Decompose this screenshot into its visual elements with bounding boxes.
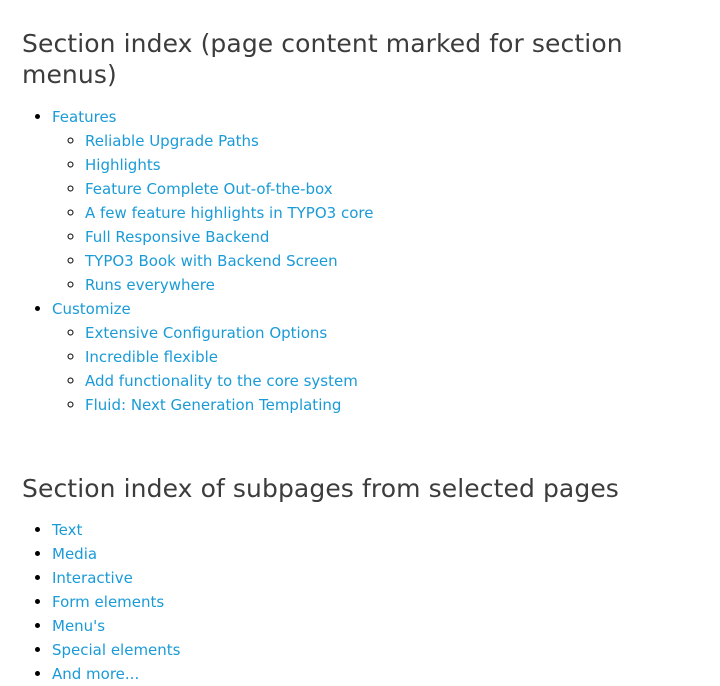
subpage-link-and-more[interactable]: And more... bbox=[52, 664, 140, 683]
list-item bbox=[85, 129, 696, 153]
section-link-runs-everywhere[interactable]: Runs everywhere bbox=[85, 275, 215, 294]
list-item bbox=[52, 105, 696, 297]
section-index-sublist-customize bbox=[52, 321, 696, 417]
list-item bbox=[85, 345, 696, 369]
list-item bbox=[85, 321, 696, 345]
section-link-full-responsive-backend[interactable]: Full Responsive Backend bbox=[85, 227, 270, 246]
list-item bbox=[52, 542, 696, 566]
list-item bbox=[52, 297, 696, 417]
subpages-index-list bbox=[22, 518, 696, 686]
section-link-fluid-next-generation-templating[interactable]: Fluid: Next Generation Templating bbox=[85, 395, 342, 414]
section-link-a-few-feature-highlights-in-typo3-core[interactable]: A few feature highlights in TYPO3 core bbox=[85, 203, 374, 222]
section-link-extensive-configuration-options[interactable]: Extensive Configuration Options bbox=[85, 323, 328, 342]
section-link-highlights[interactable]: Highlights bbox=[85, 155, 161, 174]
section-link-feature-complete-out-of-the-box[interactable]: Feature Complete Out-of-the-box bbox=[85, 179, 333, 198]
list-item bbox=[85, 153, 696, 177]
subpage-link-special-elements[interactable]: Special elements bbox=[52, 640, 181, 659]
list-item bbox=[52, 518, 696, 542]
list-item bbox=[85, 249, 696, 273]
list-item bbox=[85, 273, 696, 297]
section-link-features[interactable]: Features bbox=[52, 107, 117, 126]
section-index-list bbox=[22, 105, 696, 417]
subpages-index-block bbox=[22, 473, 696, 686]
list-item bbox=[52, 566, 696, 590]
section-link-customize[interactable]: Customize bbox=[52, 299, 131, 318]
section-link-add-functionality-to-the-core-system[interactable]: Add functionality to the core system bbox=[85, 371, 358, 390]
list-item bbox=[85, 177, 696, 201]
section-link-reliable-upgrade-paths[interactable]: Reliable Upgrade Paths bbox=[85, 131, 259, 150]
subpage-link-text[interactable]: Text bbox=[52, 520, 83, 539]
section-link-incredible-flexible[interactable]: Incredible flexible bbox=[85, 347, 218, 366]
subpages-title: Section index of subpages from selected pages bbox=[22, 473, 619, 503]
section-link-typo3-book-with-backend-screen[interactable]: TYPO3 Book with Backend Screen bbox=[85, 251, 338, 270]
list-item bbox=[85, 393, 696, 417]
list-item bbox=[52, 614, 696, 638]
subpage-link-interactive[interactable]: Interactive bbox=[52, 568, 133, 587]
subpage-link-form-elements[interactable]: Form elements bbox=[52, 592, 165, 611]
list-item bbox=[52, 662, 696, 686]
list-item bbox=[85, 369, 696, 393]
list-item bbox=[85, 225, 696, 249]
list-item bbox=[85, 201, 696, 225]
page-title: Section index (page content marked for section menus) bbox=[22, 29, 623, 90]
section-index-sublist-features bbox=[52, 129, 696, 297]
block-spacer bbox=[22, 451, 696, 473]
subpage-link-media[interactable]: Media bbox=[52, 544, 98, 563]
section-index-block bbox=[22, 28, 696, 417]
list-item bbox=[52, 590, 696, 614]
subpage-link-menus[interactable]: Menu's bbox=[52, 616, 106, 635]
list-item bbox=[52, 638, 696, 662]
